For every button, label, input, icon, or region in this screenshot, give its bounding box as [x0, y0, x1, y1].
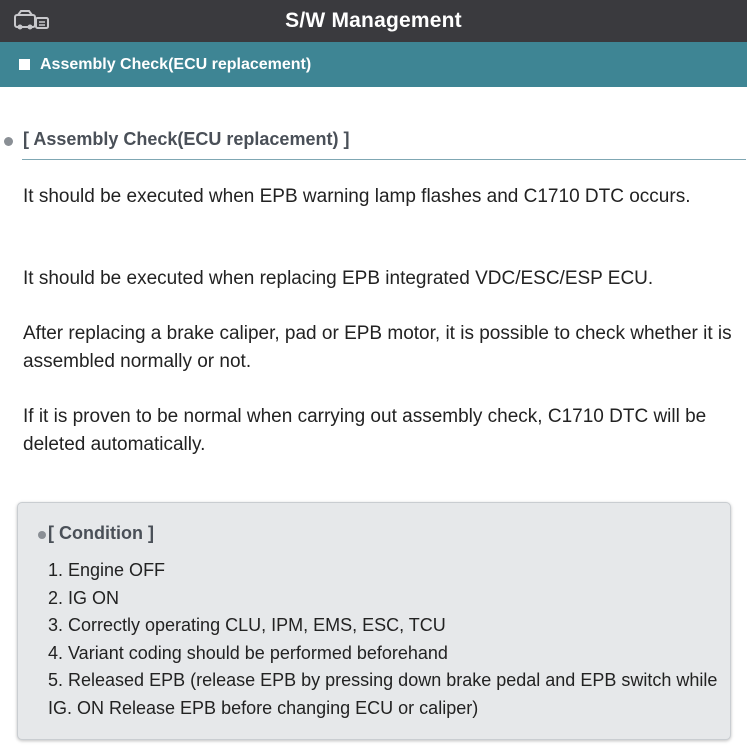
- paragraph: It should be executed when replacing EPB integrated VDC/ESC/ESP ECU.: [23, 268, 654, 289]
- page-title: S/W Management: [285, 9, 462, 32]
- condition-list: [48, 557, 718, 722]
- square-bullet-icon: [19, 59, 30, 70]
- paragraph: If it is proven to be normal when carrying out assembly check, C1710 DTC will be deleted automatically.: [23, 406, 707, 455]
- car-diagnostic-icon[interactable]: [14, 9, 50, 33]
- sub-header-title: Assembly Check(ECU replacement): [40, 55, 312, 73]
- list-item: 1. Engine OFF: [48, 560, 166, 580]
- title-bar: [0, 0, 747, 42]
- condition-heading: [ Condition ]: [48, 523, 154, 543]
- divider: [22, 159, 746, 160]
- bullet-icon: [38, 531, 46, 539]
- paragraph: It should be executed when EPB warning lamp flashes and C1710 DTC occurs.: [23, 186, 691, 207]
- list-item: 3. Correctly operating CLU, IPM, EMS, ESC, TCU: [48, 615, 446, 635]
- condition-box: [17, 502, 731, 740]
- list-item: 4. Variant coding should be performed beforehand: [48, 642, 448, 663]
- paragraph: After replacing a brake caliper, pad or EPB motor, it is possible to check whether it is assembled normally or not.: [23, 323, 732, 372]
- list-item: 5. Released EPB (release EPB by pressing down brake pedal and EPB switch while IG. ON Release EPB before changing ECU or caliper): [48, 670, 718, 718]
- section-heading: [0, 122, 747, 160]
- sub-header-bar: [0, 42, 747, 87]
- list-item: 2. IG ON: [48, 587, 120, 608]
- bullet-icon: [4, 137, 13, 146]
- section-heading-text: [ Assembly Check(ECU replacement) ]: [23, 129, 350, 149]
